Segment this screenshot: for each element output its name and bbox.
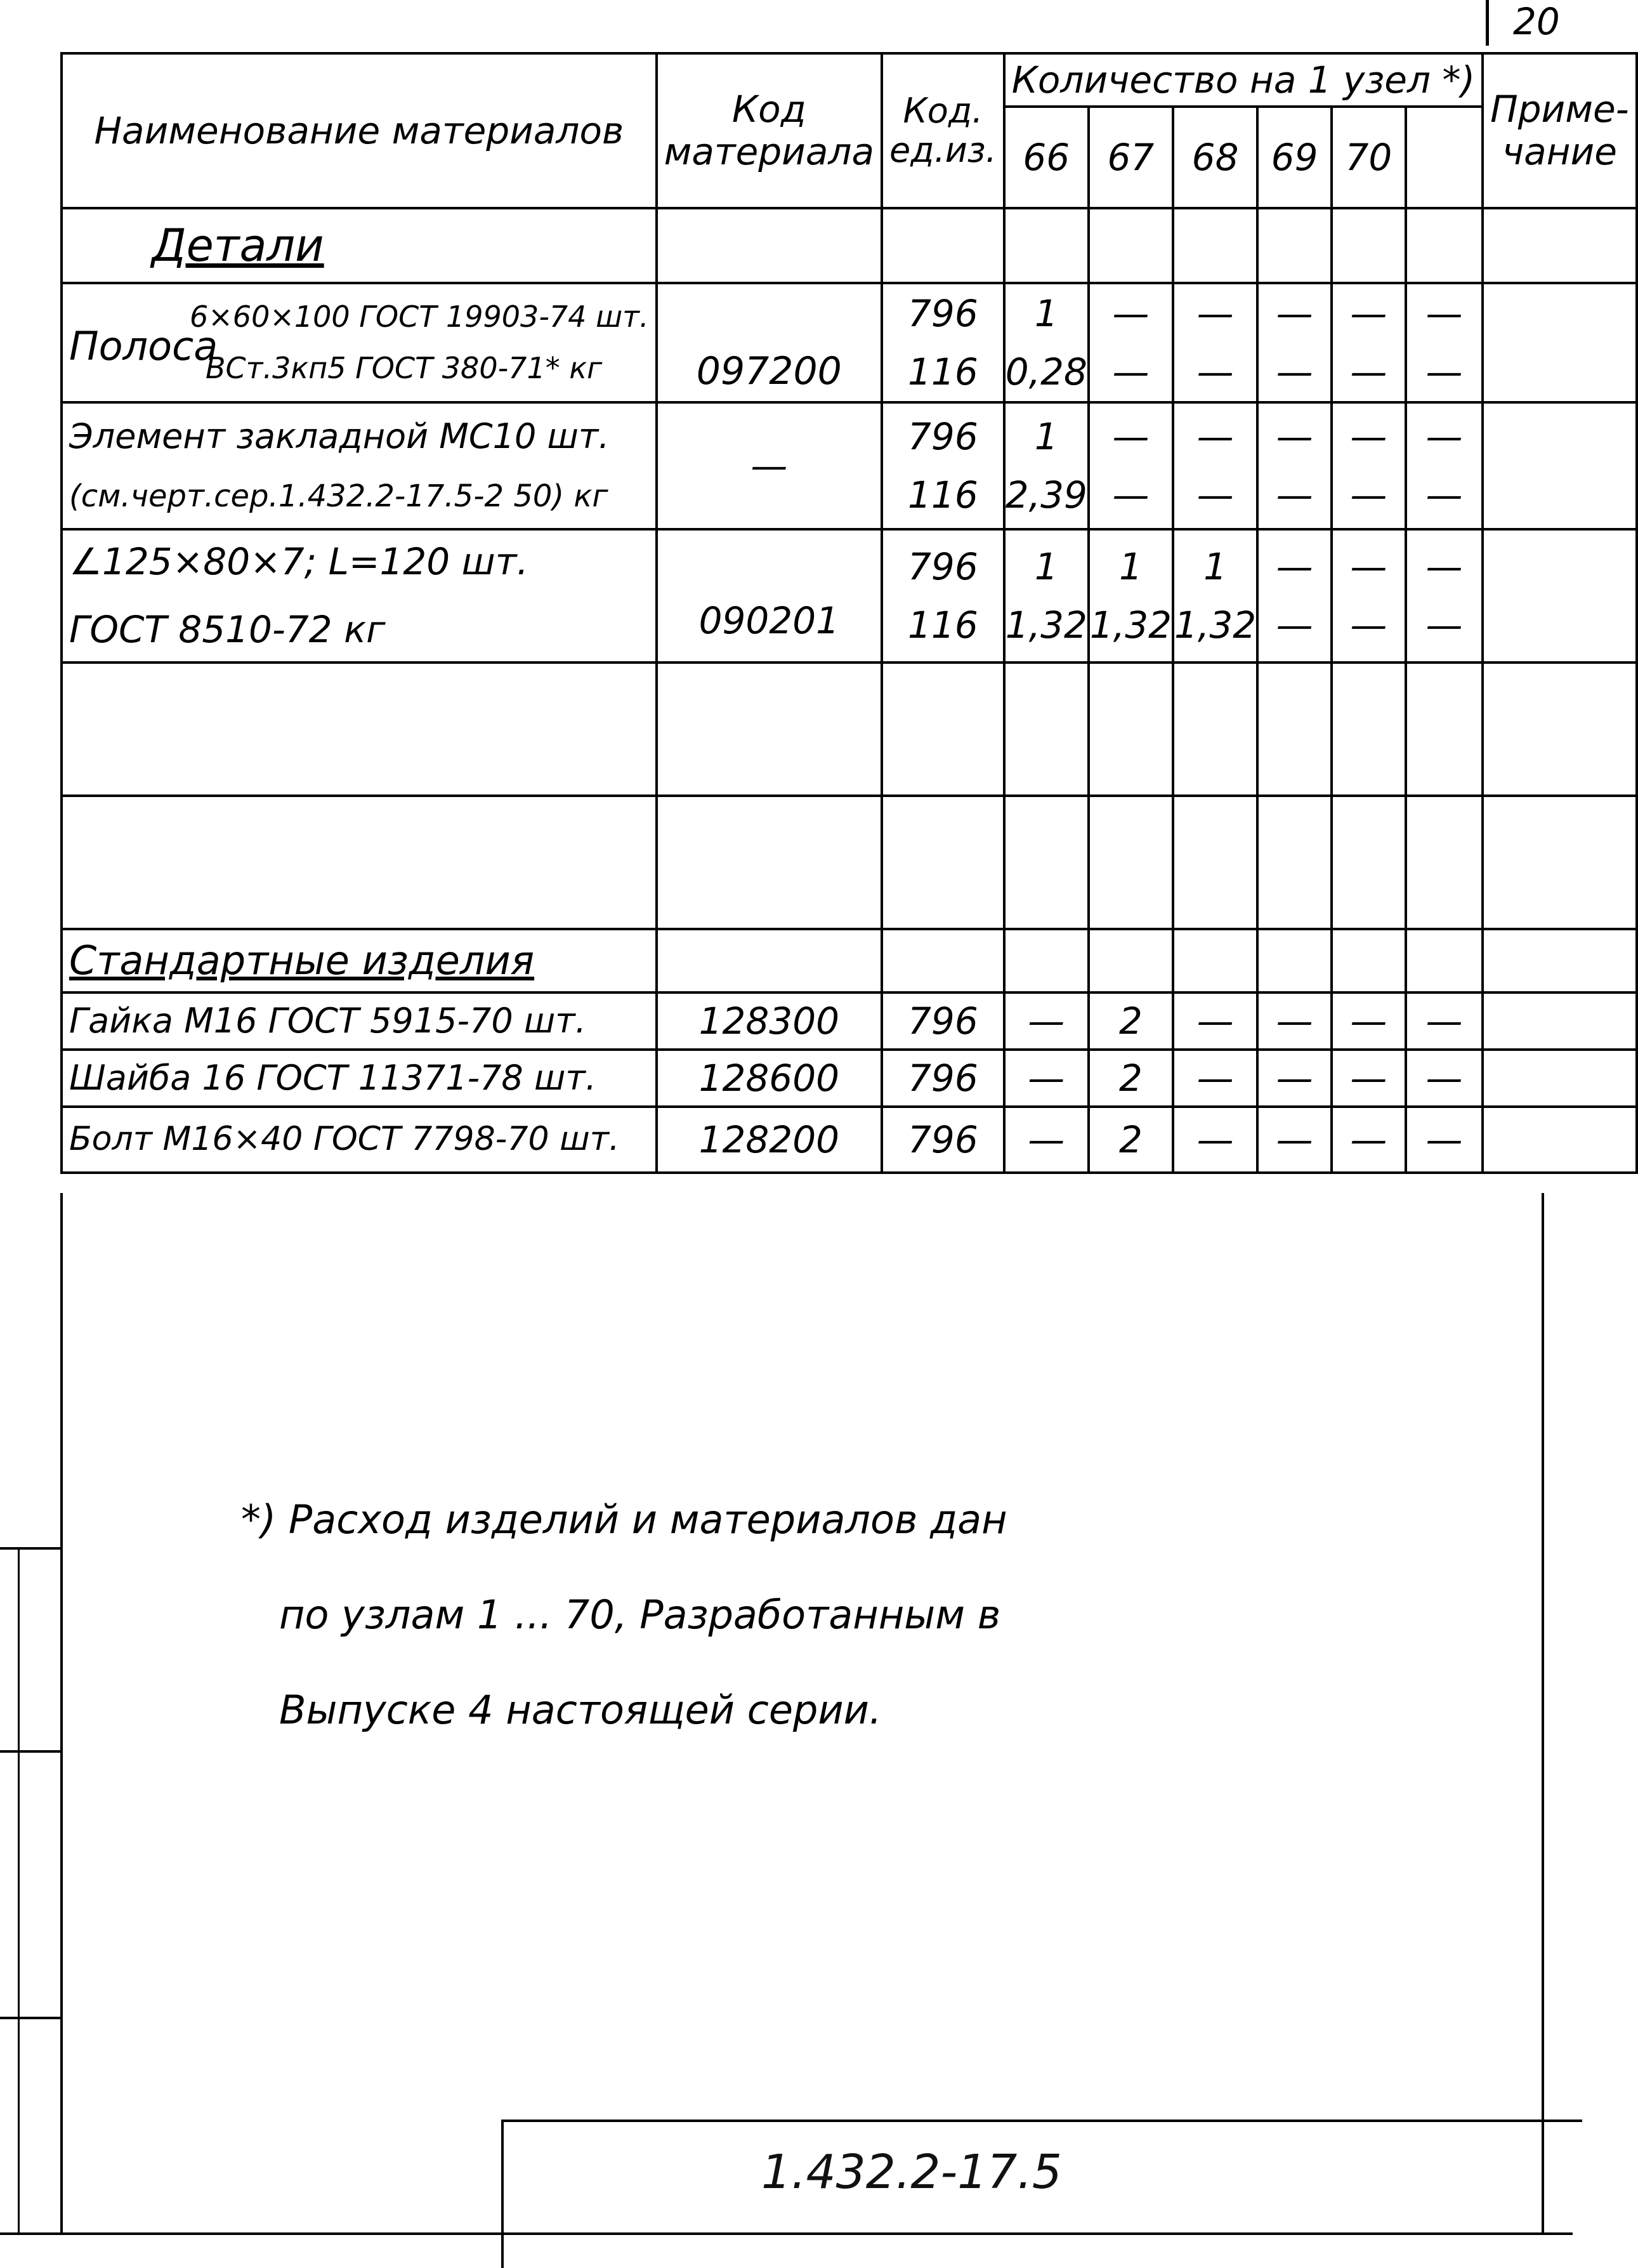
table-row xyxy=(62,1107,1637,1173)
std2-code: 128600 xyxy=(657,1050,882,1107)
std1-unit: 796 xyxy=(882,992,1004,1050)
std1-name: Гайка М16 ГОСТ 5915-70 шт. xyxy=(62,992,657,1050)
node-blank xyxy=(1406,107,1483,208)
row3-code: 090201 xyxy=(657,529,882,663)
frame-right-line xyxy=(1542,1193,1544,2234)
row1-units: 796 116 xyxy=(882,283,1004,402)
row3-note xyxy=(1483,529,1637,663)
std2-q68: — xyxy=(1173,1050,1257,1107)
node-66: 66 xyxy=(1004,107,1089,208)
std2-unit: 796 xyxy=(882,1050,1004,1107)
document-designation: 1.432.2-17.5 xyxy=(761,2145,1062,2199)
std3-unit: 796 xyxy=(882,1107,1004,1173)
row1-q69: — — xyxy=(1257,283,1332,402)
std3-q68: — xyxy=(1173,1107,1257,1173)
row2-name: Элемент закладной МС10 шт. (см.черт.сер.1.432.2-17.5-2 50) кг xyxy=(62,402,657,529)
empty-row xyxy=(62,663,1637,796)
std3-q67: 2 xyxy=(1089,1107,1173,1173)
table-row xyxy=(62,283,1637,402)
row3-name: ∠125×80×7; L=120 шт. ГОСТ 8510-72 кг xyxy=(62,529,657,663)
sheet-number: 20 xyxy=(1513,0,1560,43)
row2-q68: — — xyxy=(1173,402,1257,529)
row3-units: 796 116 xyxy=(882,529,1004,663)
std1-q-blank: — xyxy=(1406,992,1483,1050)
std3-q-blank: — xyxy=(1406,1107,1483,1173)
section-details: Детали xyxy=(62,208,657,283)
std1-q66: — xyxy=(1004,992,1089,1050)
std2-q67: 2 xyxy=(1089,1050,1173,1107)
table-row xyxy=(62,529,1637,663)
header-note: Приме-чание xyxy=(1483,53,1637,208)
node-67: 67 xyxy=(1089,107,1173,208)
table-row xyxy=(62,1050,1637,1107)
row2-code: — xyxy=(657,402,882,529)
row1-q67: — — xyxy=(1089,283,1173,402)
node-68: 68 xyxy=(1173,107,1257,208)
node-70: 70 xyxy=(1332,107,1406,208)
row3-q69: — — xyxy=(1257,529,1332,663)
binding-strip-vertical xyxy=(18,1547,20,2232)
binding-strip-line-2 xyxy=(0,1750,60,1753)
header-code: Код материала xyxy=(657,53,882,208)
row2-units: 796 116 xyxy=(882,402,1004,529)
header-name: Наименование материалов xyxy=(62,53,657,208)
std3-q66: — xyxy=(1004,1107,1089,1173)
row1-note xyxy=(1483,283,1637,402)
std1-code: 128300 xyxy=(657,992,882,1050)
row1-code: 097200 xyxy=(657,283,882,402)
std2-q70: — xyxy=(1332,1050,1406,1107)
sheet-number-divider xyxy=(1486,0,1489,46)
std3-q69: — xyxy=(1257,1107,1332,1173)
row1-name: 6×60×100 ГОСТ 19903-74 шт. Полоса ВСт.3кп5 ГОСТ 380-71* кг xyxy=(62,283,657,402)
binding-strip-line-3 xyxy=(0,2017,60,2019)
section-standard-row xyxy=(62,929,1637,992)
frame-left-line xyxy=(60,1193,63,2234)
row1-q66: 1 0,28 xyxy=(1004,283,1089,402)
std3-name: Болт М16×40 ГОСТ 7798-70 шт. xyxy=(62,1107,657,1173)
table-row xyxy=(62,402,1637,529)
row2-note xyxy=(1483,402,1637,529)
std2-name: Шайба 16 ГОСТ 11371-78 шт. xyxy=(62,1050,657,1107)
row1-q-blank: — — xyxy=(1406,283,1483,402)
binding-strip-line-1 xyxy=(0,1547,60,1550)
std3-note xyxy=(1483,1107,1637,1173)
empty-row xyxy=(62,796,1637,929)
std3-code: 128200 xyxy=(657,1107,882,1173)
footnote-line-2: по узлам 1 ... 70, Разработанным в xyxy=(279,1592,1001,1638)
std2-q-blank: — xyxy=(1406,1050,1483,1107)
std1-q68: — xyxy=(1173,992,1257,1050)
row2-q69: — — xyxy=(1257,402,1332,529)
row3-q67: 1 1,32 xyxy=(1089,529,1173,663)
std2-note xyxy=(1483,1050,1637,1107)
section-standard: Стандартные изделия xyxy=(62,929,657,992)
footnote-line-3: Выпуске 4 настоящей серии. xyxy=(279,1687,882,1733)
footnote-line-1: *) Расход изделий и материалов дан xyxy=(241,1496,1007,1543)
std2-q69: — xyxy=(1257,1050,1332,1107)
row2-q67: — — xyxy=(1089,402,1173,529)
std2-q66: — xyxy=(1004,1050,1089,1107)
materials-table xyxy=(60,52,1638,1174)
std1-q69: — xyxy=(1257,992,1332,1050)
row1-q68: — — xyxy=(1173,283,1257,402)
row2-q70: — — xyxy=(1332,402,1406,529)
row3-q70: — — xyxy=(1332,529,1406,663)
row2-q66: 1 2,39 xyxy=(1004,402,1089,529)
node-69: 69 xyxy=(1257,107,1332,208)
header-quantity: Количество на 1 узел *) xyxy=(1004,53,1483,107)
table-row xyxy=(62,992,1637,1050)
footnote xyxy=(241,1472,1007,1758)
std3-q70: — xyxy=(1332,1107,1406,1173)
row3-q-blank: — — xyxy=(1406,529,1483,663)
row1-q70: — — xyxy=(1332,283,1406,402)
std1-note xyxy=(1483,992,1637,1050)
std1-q70: — xyxy=(1332,992,1406,1050)
header-unit-code: Код. ед.из. xyxy=(882,53,1004,208)
row3-q66: 1 1,32 xyxy=(1004,529,1089,663)
section-details-row xyxy=(62,208,1637,283)
header-row xyxy=(62,53,1637,107)
row2-q-blank: — — xyxy=(1406,402,1483,529)
std1-q67: 2 xyxy=(1089,992,1173,1050)
row3-q68: 1 1,32 xyxy=(1173,529,1257,663)
